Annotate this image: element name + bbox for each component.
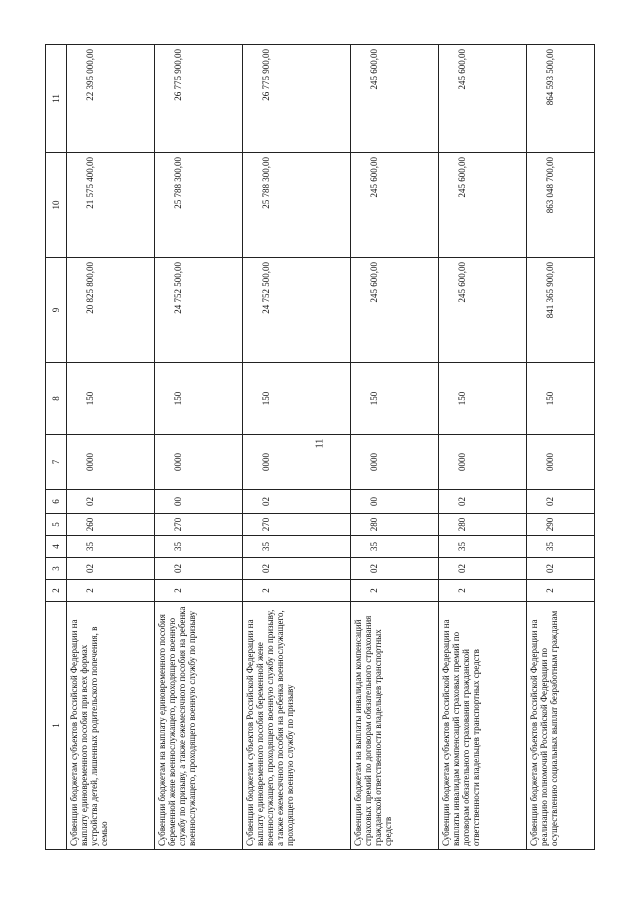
code-cell: 2 [243,580,351,602]
row-name-cell: Субвенции бюджетам субъектов Российской Федерации на выплаты инвалидам компенсаций страховых премий по договорам обязательного страхования гражданской ответственности владельцев транспортных средств [438,602,526,850]
code-cell: 0000 [438,435,526,490]
code-cell: 2 [526,580,594,602]
header-cell: 11 [46,45,67,153]
code-cell: 0000 [155,435,243,490]
amount-cell: 245 600,00 [438,258,526,363]
amount-cell: 25 788 300,00 [155,153,243,258]
code-cell: 150 [67,363,155,435]
header-cell: 4 [46,536,67,558]
amount-cell: 24 752 500,00 [155,258,243,363]
amount-cell: 21 575 400,00 [67,153,155,258]
amount-cell: 245 600,00 [438,45,526,153]
code-cell: 35 [438,536,526,558]
code-cell: 290 [526,514,594,536]
header-cell: 5 [46,514,67,536]
table-row [438,45,526,850]
header-cell: 2 [46,580,67,602]
amount-cell: 26 775 900,00 [155,45,243,153]
code-cell: 35 [526,536,594,558]
code-cell: 02 [438,558,526,580]
row-name-cell: Субвенции бюджетам субъектов Российской Федерации на выплату единовременного пособия беременной жене военнослужащего, проходящего военную службу по призыву, а также ежемесячного пособия на ребенка военнослужащего, проходящего военную службу по призыву [243,602,351,850]
code-cell: 02 [67,558,155,580]
code-cell: 150 [350,363,438,435]
code-cell: 35 [155,536,243,558]
amount-cell: 245 600,00 [438,153,526,258]
code-cell: 35 [243,536,351,558]
code-cell: 02 [243,558,351,580]
code-cell: 02 [243,490,351,514]
table-row [67,45,155,850]
code-cell: 270 [243,514,351,536]
header-cell: 8 [46,363,67,435]
table-header-row [46,45,67,850]
code-cell: 2 [67,580,155,602]
code-cell: 150 [526,363,594,435]
amount-cell: 245 600,00 [350,45,438,153]
page-number: 11 [314,438,326,449]
amount-cell: 20 825 800,00 [67,258,155,363]
code-cell: 02 [526,558,594,580]
header-cell: 6 [46,490,67,514]
code-cell: 00 [155,490,243,514]
header-cell: 3 [46,558,67,580]
code-cell: 35 [350,536,438,558]
table-row [526,45,594,850]
header-cell: 7 [46,435,67,490]
code-cell: 2 [350,580,438,602]
code-cell: 0000 [526,435,594,490]
code-cell: 0000 [67,435,155,490]
code-cell: 02 [526,490,594,514]
budget-table [45,44,595,850]
code-cell: 270 [155,514,243,536]
code-cell: 2 [155,580,243,602]
header-cell: 9 [46,258,67,363]
code-cell: 260 [67,514,155,536]
amount-cell: 25 788 300,00 [243,153,351,258]
code-cell: 0000 [243,435,351,490]
code-cell: 150 [243,363,351,435]
code-cell: 02 [350,558,438,580]
amount-cell: 245 600,00 [350,258,438,363]
amount-cell: 863 048 700,00 [526,153,594,258]
code-cell: 02 [438,490,526,514]
code-cell: 2 [438,580,526,602]
row-name-cell: Субвенции бюджетам субъектов Российской Федерации на реализацию полномочий Российской Федерации по осуществлению социальных выплат безработным гражданам [526,602,594,850]
amount-cell: 22 395 000,00 [67,45,155,153]
code-cell: 280 [350,514,438,536]
table-row [243,45,351,850]
amount-cell: 26 775 900,00 [243,45,351,153]
amount-cell: 245 600,00 [350,153,438,258]
code-cell: 00 [350,490,438,514]
code-cell: 02 [155,558,243,580]
budget-table-rotated [45,45,595,850]
code-cell: 150 [438,363,526,435]
table-row [155,45,243,850]
amount-cell: 864 593 500,00 [526,45,594,153]
row-name-cell: Субвенции бюджетам субъектов Российской Федерации на выплату единовременного пособия при всех формах устройства детей, лишенных родительского попечения, в семью [67,602,155,850]
header-cell: 10 [46,153,67,258]
code-cell: 35 [67,536,155,558]
code-cell: 02 [67,490,155,514]
row-name-cell: Субвенции бюджетам на выплаты инвалидам компенсаций страховых премий по договорам обязательного страхования гражданской ответственности владельцев транспортных средств [350,602,438,850]
header-cell: 1 [46,602,67,850]
row-name-cell: Субвенции бюджетам на выплату единовременного пособия беременной жене военнослужащего, проходящего военную службу по призыву, а также ежемесячного пособия на ребенка военнослужащего, проходящего военную службу по призыву [155,602,243,850]
code-cell: 0000 [350,435,438,490]
table-row [350,45,438,850]
code-cell: 150 [155,363,243,435]
amount-cell: 841 365 900,00 [526,258,594,363]
amount-cell: 24 752 500,00 [243,258,351,363]
code-cell: 280 [438,514,526,536]
